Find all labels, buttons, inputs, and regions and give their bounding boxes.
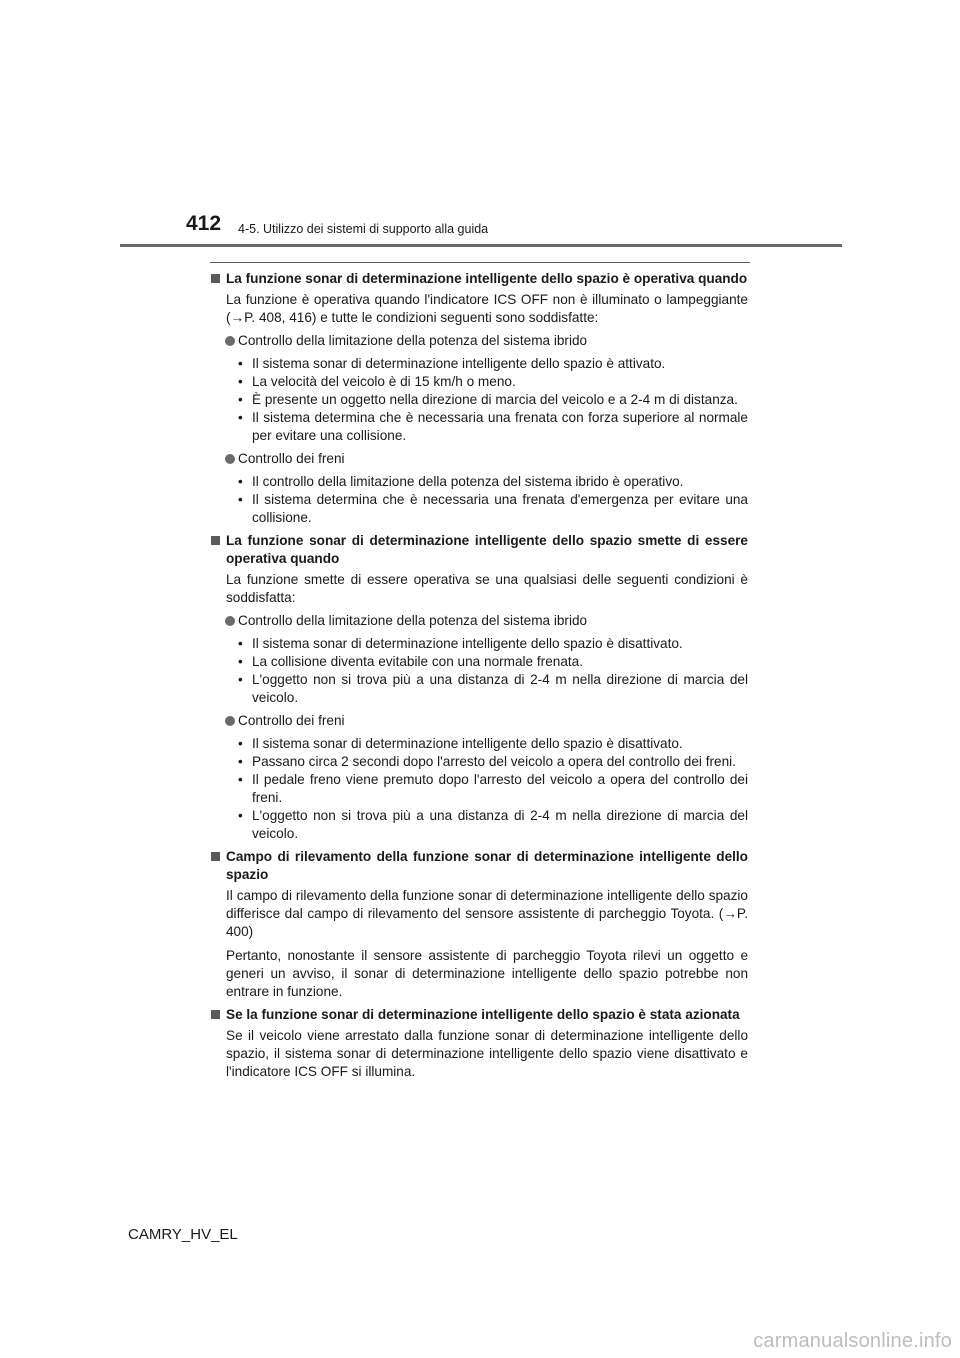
section-heading: Campo di rilevamento della funzione sonar di determinazione intelligente dello spazio — [226, 849, 748, 882]
subsection-title — [210, 612, 748, 630]
subsection-title-text: Controllo dei freni — [238, 451, 345, 466]
header-divider — [120, 244, 842, 247]
bullet-list — [210, 355, 748, 445]
chapter-title: 4-5. Utilizzo dei sistemi di supporto alla guida — [238, 222, 489, 236]
list-item: • Il pedale freno viene premuto dopo l'arresto del veicolo a opera del controllo dei freni. — [238, 772, 748, 805]
page-content — [210, 265, 748, 1081]
footer-model-code: CAMRY_HV_EL — [128, 1226, 238, 1243]
section-heading: Se la funzione sonar di determinazione intelligente dello spazio è stata azionata — [226, 1007, 740, 1022]
list-item: • Passano circa 2 secondi dopo l'arresto del veicolo a opera del controllo dei freni. — [238, 754, 736, 769]
section-detection-range — [210, 848, 748, 1001]
square-bullet-icon — [211, 852, 220, 861]
subsection-title-text: Controllo dei freni — [238, 713, 345, 728]
subsection-title — [210, 332, 748, 350]
list-item: • Il sistema sonar di determinazione intelligente dello spazio è disattivato. — [238, 736, 683, 751]
list-item: • È presente un oggetto nella direzione di marcia del veicolo e a 2-4 m di distanza. — [238, 392, 738, 407]
subsection-title — [210, 450, 748, 468]
section-paragraph: La funzione è operativa quando l'indicatore ICS OFF non è illuminato o lampeggiante (→P. 408, 416) e tutte le condizioni seguenti sono soddisfatte: — [226, 292, 748, 325]
section-ics-activated — [210, 1006, 748, 1081]
section-paragraph: Il campo di rilevamento della funzione sonar di determinazione intelligente dello spazio differisce dal campo di rilevamento del sensore assistente di parcheggio Toyota. (→P. 400) — [226, 888, 748, 939]
content-divider — [210, 262, 750, 263]
list-item: • Il sistema sonar di determinazione intelligente dello spazio è attivato. — [238, 356, 666, 371]
bullet-list — [210, 473, 748, 527]
square-bullet-icon — [211, 536, 220, 545]
list-item: • La velocità del veicolo è di 15 km/h o meno. — [238, 374, 516, 389]
list-item: • L'oggetto non si trova più a una distanza di 2-4 m nella direzione di marcia del veicolo. — [238, 672, 748, 705]
circle-bullet-icon — [225, 454, 235, 464]
section-ics-stops — [210, 532, 748, 843]
section-paragraph: Pertanto, nonostante il sensore assistente di parcheggio Toyota rilevi un oggetto e generi un avviso, il sonar di determinazione intelligente dello spazio potrebbe non entrare in funzione. — [226, 948, 748, 999]
section-ics-operative — [210, 270, 748, 527]
list-item: • Il sistema sonar di determinazione intelligente dello spazio è disattivato. — [238, 636, 683, 651]
subsection-title — [210, 712, 748, 730]
square-bullet-icon — [211, 1010, 220, 1019]
list-item: • La collisione diventa evitabile con una normale frenata. — [238, 654, 583, 669]
bullet-list — [210, 735, 748, 843]
square-bullet-icon — [211, 274, 220, 283]
section-heading: La funzione sonar di determinazione intelligente dello spazio smette di essere operativa quando — [226, 533, 748, 566]
bullet-list — [210, 635, 748, 707]
circle-bullet-icon — [225, 716, 235, 726]
subsection-title-text: Controllo della limitazione della potenza del sistema ibrido — [238, 613, 588, 628]
circle-bullet-icon — [225, 336, 235, 346]
page-number: 412 — [186, 212, 222, 235]
section-paragraph: Se il veicolo viene arrestato dalla funzione sonar di determinazione intelligente dello spazio, il sistema sonar di determinazione intelligente dello spazio viene disattivato e l'indicatore ICS OFF si illumina. — [226, 1028, 748, 1079]
section-heading: La funzione sonar di determinazione intelligente dello spazio è operativa quando — [226, 271, 748, 286]
list-item: • Il controllo della limitazione della potenza del sistema ibrido è operativo. — [238, 474, 684, 489]
list-item: • Il sistema determina che è necessaria una frenata con forza superiore al normale per evitare una collisione. — [238, 410, 748, 443]
subsection-title-text: Controllo della limitazione della potenza del sistema ibrido — [238, 333, 588, 348]
circle-bullet-icon — [225, 616, 235, 626]
section-paragraph: La funzione smette di essere operativa se una qualsiasi delle seguenti condizioni è soddisfatta: — [226, 572, 748, 605]
watermark: carmanualsonline.info — [753, 1330, 952, 1352]
list-item: • Il sistema determina che è necessaria una frenata d'emergenza per evitare una collisione. — [238, 492, 748, 525]
list-item: • L'oggetto non si trova più a una distanza di 2-4 m nella direzione di marcia del veicolo. — [238, 808, 748, 841]
